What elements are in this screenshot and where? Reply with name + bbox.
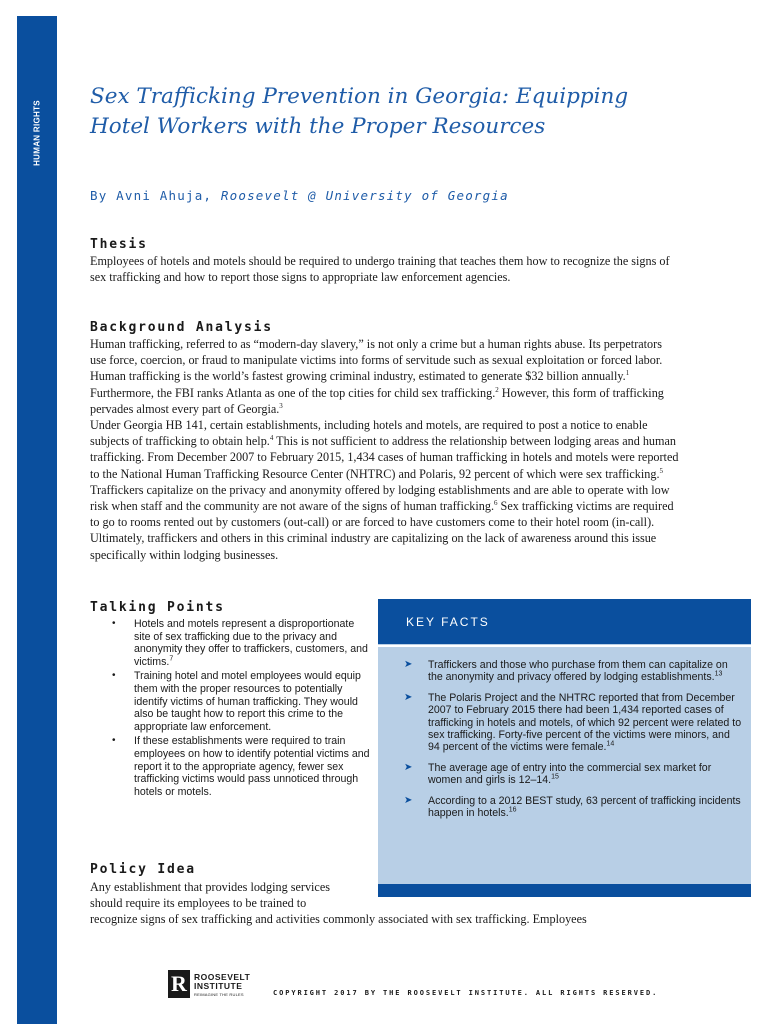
arrow-bullet-icon: ➤ [404,794,413,806]
bullet-icon: • [112,735,116,747]
list-item: ➤ The Polaris Project and the NHTRC reported that from December 2007 to February 2015 there had been 1,434 reported cases of trafficking in hotels and motels, of which 92 percent were related to sex trafficking. Forty-five percent of the victims were minors, and 94 percent of the victims were female.$^{14}$ [404,691,742,754]
key-facts-panel [378,599,751,897]
list-item: ➤ Traffickers and those who purchase from them can capitalize on the anonymity and privacy offered by lodging establishments.$^{13}$ [404,659,728,684]
background-paragraph-1: Human trafficking, referred to as “modern-day slavery,” is not only a crime but a human rights abuse. Its perpetrators use force, coercion, or fraud to manipulate victims into forms of servitude such as sexual exploitation or forced labor. Human trafficking is the world’s fastest growing criminal industry, estimated to generate $32 billion annually.$^1$ Furthermore, the FBI ranks Atlanta as one of the top cities for child sex trafficking.$^2$ However, this form of trafficking pervades almost every part of Georgia.$^3$ [90,337,664,416]
talking-points-list [108,618,370,800]
list-item: • If these establishments were required to train employees on how to identify potential victims and report it to the appropriate agency, fewer sex trafficking victims would pass unnoticed through hotels or motels. [112,735,370,798]
talking-points-heading: Talking Points [90,600,225,615]
sidebar-category [23,88,51,178]
logo-mark-icon: R [168,970,190,998]
roosevelt-institute-logo [168,970,278,1000]
bullet-icon: • [112,618,116,629]
key-facts-list [402,659,742,827]
logo-wordmark-line-2: INSTITUTE [194,981,243,991]
list-item: • Hotels and motels represent a disproportionate site of sex trafficking due to the privacy and anonymity they offer to traffickers, customers, and victims.$^7$ [112,618,368,668]
thesis-paragraph: Employees of hotels and motels should be required to undergo training that teaches them how to recognize the signs of sex trafficking and how to report those signs to appropriate law enforcement agencies. [90,254,670,285]
sidebar-band [17,16,57,1024]
policy-idea-text [90,879,710,928]
arrow-bullet-icon: ➤ [404,691,413,703]
copyright-notice: COPYRIGHT 2017 BY THE ROOSEVELT INSTITUTE. ALL RIGHTS RESERVED. [273,989,659,997]
byline [90,188,509,203]
policy-line-2: should require its employees to be trained to [90,896,307,911]
background-heading: Background Analysis [90,320,273,335]
bullet-icon: • [112,670,116,682]
thesis-text [90,253,680,285]
document-title: Sex Trafficking Prevention in Georgia: Equipping Hotel Workers with the Proper Resources [90,84,629,139]
key-facts-divider [378,645,751,647]
key-facts-title: KEY FACTS [406,615,490,629]
logo-tagline: REIMAGINE THE RULES [194,992,244,997]
sidebar-category-label: HUMAN RIGHTS [32,100,42,166]
background-text [90,336,680,563]
policy-idea-heading: Policy Idea [90,862,196,877]
thesis-heading: Thesis [90,237,148,252]
key-facts-header [378,599,751,644]
logo-wordmark-line-1: ROOSEVELT [194,972,251,982]
list-item: ➤ The average age of entry into the commercial sex market for women and girls is 12–14.15 [404,761,712,787]
list-item: • Training hotel and motel employees would equip them with the proper resources to potentially identify victims of human trafficking. They would also be taught how to report this crime to the appropriate law enforcement. [112,670,361,733]
background-paragraph-2: Under Georgia HB 141, certain establishments, including hotels and motels, are required to post a notice to enable subjects of trafficking to obtain help.$^4$ This is not sufficient to address the relationship between lodging areas and human trafficking. From December 2007 to February 2015, 1,434 cases of human trafficking in hotels and motels were reported to the National Human Trafficking Resource Center (NHTRC) and Polaris, 92 percent of which were sex trafficking.$^5$ Traffickers capitalize on the privacy and anonymity offered by lodging establishments and are able to operate with low risk when staff and the community are not aware of the signs of human trafficking.$^6$ Sex trafficking victims are required to go to rooms rented out by customers (out-call) or are forced to have customers come to their hotel room (in-call). Ultimately, traffickers and others in this criminal industry are capitalizing on the lack of awareness around this issue specifically within lodging businesses. [90,418,679,562]
policy-line-3: recognize signs of sex trafficking and activities commonly associated with sex trafficking. Employees [90,912,587,927]
arrow-bullet-icon: ➤ [404,761,413,773]
policy-line-1: Any establishment that provides lodging services [90,880,330,894]
byline-affiliation: Roosevelt @ University of Georgia [220,188,509,203]
arrow-bullet-icon: ➤ [404,659,413,670]
list-item: ➤ According to a 2012 BEST study, 63 percent of trafficking incidents happen in hotels.$^{16}$ [404,794,741,820]
byline-author: By Avni Ahuja, [90,188,221,203]
